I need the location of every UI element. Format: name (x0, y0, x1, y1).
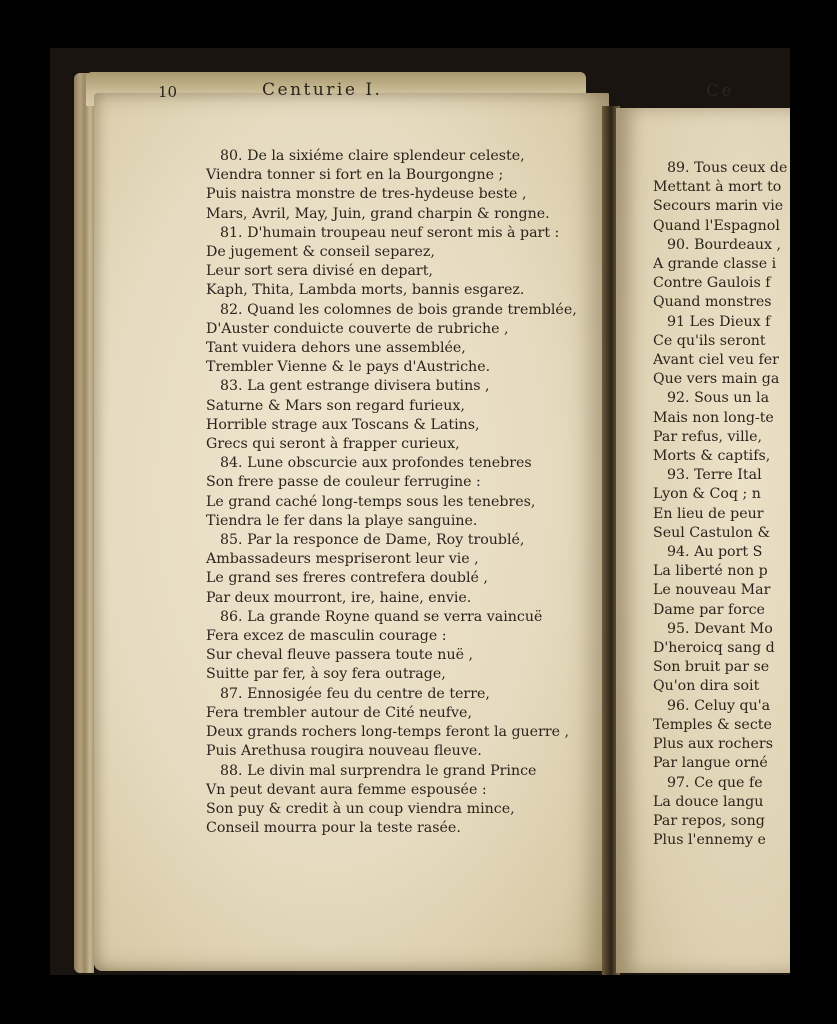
verse-line: Quand monstres (653, 294, 772, 311)
verse-line: Contre Gaulois f (653, 275, 771, 292)
verse-line: Puis naistra monstre de tres-hydeuse beste , (206, 186, 527, 203)
verse-line: Dame par force (653, 601, 765, 618)
verse-line: Seul Castulon & (653, 524, 771, 541)
verse-line: Vn peut devant aura femme espousée : (206, 781, 487, 798)
verse-line: Par refus, ville, (653, 428, 763, 445)
verse-line: Horrible strage aux Toscans & Latins, (206, 416, 480, 433)
verse-line: Saturne & Mars son regard furieux, (206, 397, 465, 414)
verse-line: D'Auster conduicte couverte de rubriche , (206, 320, 509, 337)
verse-line: Par deux mourront, ire, haine, envie. (206, 589, 472, 606)
verse-line: D'heroicq sang d (653, 640, 775, 657)
verse-line: Le grand ses freres contrefera doublé , (206, 570, 488, 587)
verse-line: A grande classe i (653, 256, 777, 273)
verse-quatrain-start: 85. Par la responce de Dame, Roy troublé, (220, 532, 525, 549)
verse-line: Son puy & credit à un coup viendra mince, (206, 800, 515, 817)
verse-line: Leur sort sera divisé en depart, (206, 263, 433, 280)
page-stack-edge (74, 73, 94, 973)
verse-quatrain-start: 92. Sous un la (667, 390, 770, 407)
verse-line: Trembler Vienne & le pays d'Austriche. (206, 359, 491, 376)
verse-line: Fera trembler autour de Cité neufve, (206, 704, 472, 721)
verse-line: Viendra tonner si fort en la Bourgongne ; (206, 167, 504, 184)
verse-quatrain-start: 93. Terre Ital (667, 467, 762, 484)
verse-quatrain-start: 82. Quand les colomnes de bois grande tremblée, (220, 301, 577, 318)
verse-line: Morts & captifs, (653, 448, 771, 465)
verse-line: Par repos, song (653, 812, 765, 829)
verse-line: Ambassadeurs mespriseront leur vie , (206, 551, 479, 568)
verse-quatrain-start: 80. De la sixiéme claire splendeur celeste, (220, 148, 525, 164)
verse-quatrain-start: 94. Au port S (667, 544, 763, 561)
verse-line: Plus aux rochers (653, 736, 773, 753)
running-head-left: Centurie I. (262, 80, 383, 100)
verse-line: Suitte par fer, à soy fera outrage, (206, 666, 446, 683)
verse-line: Ce qu'ils seront (653, 332, 766, 349)
verse-line: Mettant à mort to (653, 179, 782, 196)
verse-quatrain-start: 88. Le divin mal surprendra le grand Prince (220, 762, 537, 779)
verse-line: Deux grands rochers long-temps feront la guerre , (206, 724, 570, 741)
verse-line: En lieu de peur (653, 505, 764, 522)
verse-quatrain-start: 97. Ce que fe (667, 774, 763, 791)
verse-line: Le grand caché long-temps sous les tenebres, (206, 493, 536, 510)
verse-line: Tiendra le fer dans la playe sanguine. (206, 512, 478, 529)
verse-line: Plus l'ennemy e (653, 832, 766, 849)
verse-line: Kaph, Thita, Lambda morts, bannis esgarez. (206, 282, 525, 299)
verse-line: Quand l'Espagnol (653, 217, 780, 234)
verse-line: Par langue orné (653, 755, 768, 772)
verse-line: La douce langu (653, 793, 764, 810)
page-number: 10 (158, 83, 178, 101)
verse-line: Avant ciel veu fer (653, 352, 779, 369)
verse-line: Puis Arethusa rougira nouveau fleuve. (206, 743, 482, 760)
verse-line: Mais non long-te (653, 409, 774, 426)
verse-quatrain-start: 91 Les Dieux f (667, 313, 771, 330)
verse-quatrain-start: 96. Celuy qu'a (667, 697, 771, 714)
verse-line: Que vers main ga (653, 371, 780, 388)
verse-quatrain-start: 90. Bourdeaux , (667, 236, 782, 253)
verse-line: Lyon & Coq ; n (653, 486, 761, 503)
verse-line: Le nouveau Mar (653, 582, 771, 599)
verse-line: Son bruit par se (653, 659, 770, 676)
verse-line: Grecs qui seront à frapper curieux, (206, 436, 460, 453)
left-page-text (206, 147, 577, 838)
verse-quatrain-start: 89. Tous ceux de (667, 160, 787, 176)
verse-line: Tant vuidera dehors une assemblée, (206, 340, 466, 357)
verse-quatrain-start: 95. Devant Mo (667, 620, 773, 637)
verse-quatrain-start: 86. La grande Royne quand se verra vaincuë (220, 608, 543, 625)
verse-quatrain-start: 87. Ennosigée feu du centre de terre, (220, 685, 490, 702)
verse-line: Son frere passe de couleur ferrugine : (206, 474, 481, 491)
verse-quatrain-start: 84. Lune obscurcie aux profondes tenebres (220, 455, 532, 472)
verse-quatrain-start: 81. D'humain troupeau neuf seront mis à part : (220, 224, 560, 241)
verse-line: Qu'on dira soit (653, 678, 760, 695)
verse-line: Fera excez de masculin courage : (206, 628, 447, 645)
verse-quatrain-start: 83. La gent estrange divisera butins , (220, 378, 490, 395)
verse-line: Mars, Avril, May, Juin, grand charpin & rongne. (206, 205, 550, 222)
verse-line: Conseil mourra pour la teste rasée. (206, 820, 461, 837)
verse-line: Secours marin vie (653, 198, 784, 215)
verse-line: La liberté non p (653, 563, 768, 580)
verse-line: Sur cheval fleuve passera toute nuë , (206, 647, 473, 664)
verse-line: Temples & secte (653, 716, 772, 733)
running-head-right: Ce (706, 81, 735, 101)
verse-line: De jugement & conseil separez, (206, 244, 435, 261)
right-page-text (653, 159, 787, 850)
